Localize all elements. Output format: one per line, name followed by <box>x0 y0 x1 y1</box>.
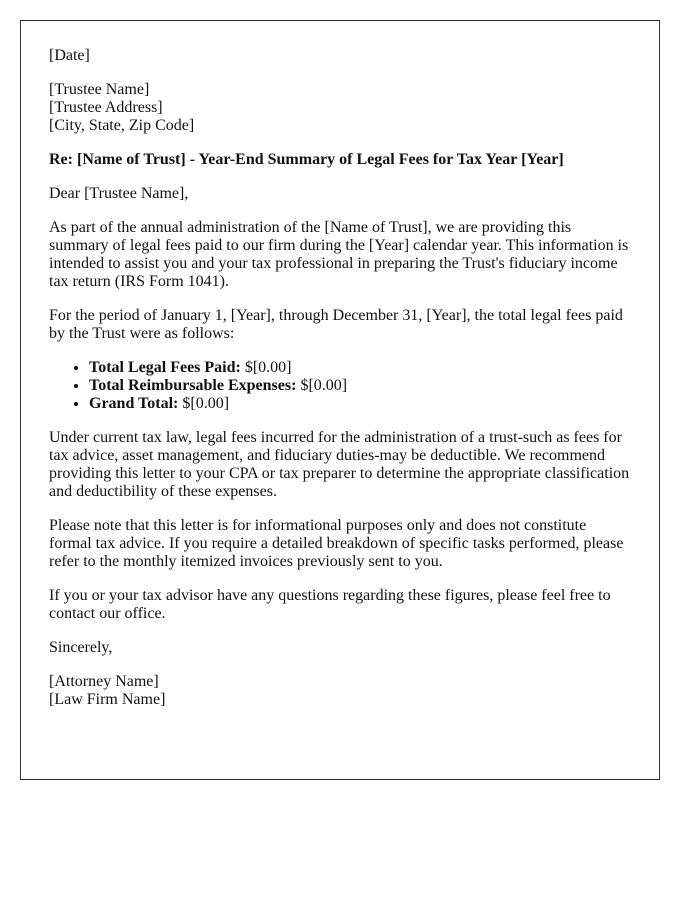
attorney-name: [Attorney Name] <box>49 673 159 690</box>
fee-label: Total Legal Fees Paid: <box>89 359 241 376</box>
fee-value: $[0.00] <box>178 395 230 412</box>
tax-law-paragraph: Under current tax law, legal fees incurred for the administration of a trust-such as fees for tax advice, asset management, and fiduciary duties-may be deductible. We recommend providing this letter to your CPA or tax preparer to determine the appropriate classification and deductibility of these expenses. <box>49 429 630 500</box>
fee-item-grand-total <box>89 395 631 413</box>
signature-block <box>49 673 631 709</box>
letter-date: [Date] <box>49 47 90 64</box>
intro-paragraph: As part of the annual administration of the [Name of Trust], we are providing this summary of legal fees paid to our firm during the [Year] calendar year. This information is intended to assist you and your tax professional in preparing the Trust's fiduciary income tax return (IRS Form 1041). <box>49 219 629 290</box>
letter-container <box>20 20 660 780</box>
disclaimer-paragraph: Please note that this letter is for informational purposes only and does not constitute formal tax advice. If you require a detailed breakdown of specific tasks performed, please refer to the monthly itemized invoices previously sent to you. <box>49 517 624 570</box>
fee-label: Total Reimbursable Expenses: <box>89 377 297 394</box>
fees-list <box>49 359 631 413</box>
contact-paragraph: If you or your tax advisor have any questions regarding these figures, please feel free to contact our office. <box>49 587 611 622</box>
closing: Sincerely, <box>49 639 113 656</box>
salutation: Dear [Trustee Name], <box>49 185 189 202</box>
fee-label: Grand Total: <box>89 395 179 412</box>
subject-line: Re: [Name of Trust] - Year-End Summary of Legal Fees for Tax Year [Year] <box>49 151 564 168</box>
recipient-city-state-zip: [City, State, Zip Code] <box>49 117 195 134</box>
fee-value: $[0.00] <box>240 359 292 376</box>
fee-value: $[0.00] <box>296 377 348 394</box>
fee-item-legal-fees <box>89 359 631 377</box>
period-paragraph: For the period of January 1, [Year], through December 31, [Year], the total legal fees paid by the Trust were as follows: <box>49 307 623 342</box>
recipient-name: [Trustee Name] <box>49 81 150 98</box>
fee-item-reimbursable <box>89 377 631 395</box>
law-firm-name: [Law Firm Name] <box>49 691 166 708</box>
recipient-address: [Trustee Address] <box>49 99 163 116</box>
recipient-address-block <box>49 81 631 135</box>
